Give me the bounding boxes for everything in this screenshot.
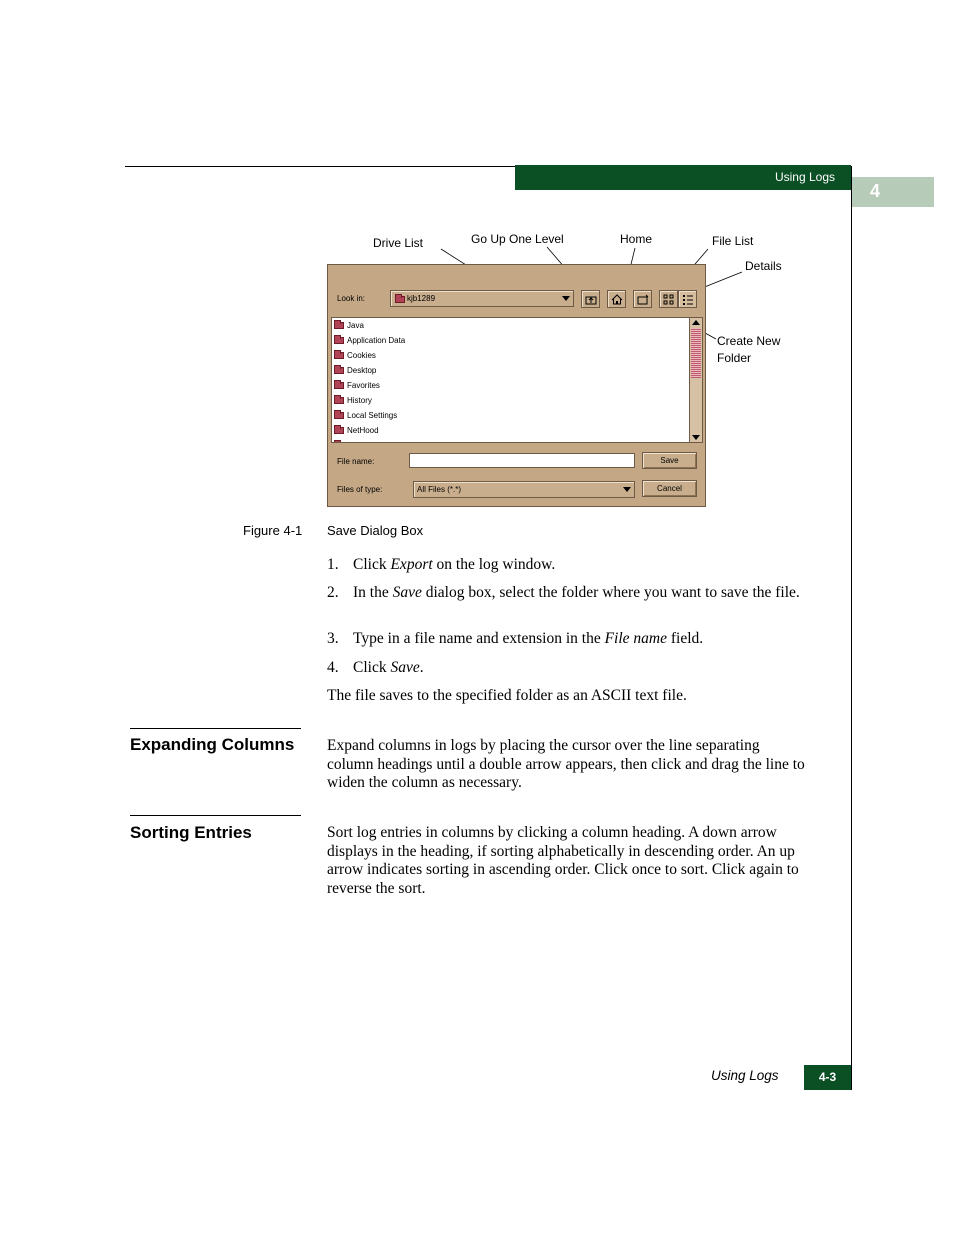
folder-icon bbox=[395, 296, 405, 303]
section-title-expanding-columns: Expanding Columns bbox=[130, 735, 295, 754]
page-number-badge bbox=[804, 1065, 851, 1090]
result-paragraph: The file saves to the specified folder as an ASCII text file. bbox=[327, 687, 687, 704]
files-of-type-dropdown[interactable] bbox=[413, 481, 635, 498]
margin-rule bbox=[851, 166, 852, 1090]
step-number: 2. bbox=[327, 584, 339, 601]
footer-title: Using Logs bbox=[711, 1068, 779, 1083]
chapter-tab bbox=[852, 177, 934, 207]
file-name: Local Settings bbox=[347, 411, 398, 420]
folder-icon bbox=[334, 412, 344, 419]
figure-caption-title: Save Dialog Box bbox=[327, 523, 424, 538]
scroll-up-icon[interactable] bbox=[692, 320, 700, 325]
step-text: In the Save dialog box, select the folder where you want to save the file. bbox=[353, 584, 800, 601]
header-rule bbox=[125, 166, 516, 167]
scroll-down-icon[interactable] bbox=[692, 435, 700, 440]
callout-create-new-folder-line1: Create New bbox=[717, 334, 781, 348]
figure-caption-label: Figure 4-1 bbox=[243, 523, 303, 538]
list-item-partial bbox=[334, 438, 347, 443]
folder-icon bbox=[334, 322, 344, 329]
look-in-label: Look in: bbox=[337, 294, 366, 303]
file-name: Cookies bbox=[347, 351, 376, 360]
details-view-icon bbox=[682, 294, 694, 305]
chevron-down-icon bbox=[623, 487, 631, 492]
folder-icon bbox=[334, 382, 344, 389]
list-item[interactable] bbox=[334, 348, 376, 363]
chevron-down-icon bbox=[562, 296, 570, 301]
folder-icon bbox=[334, 442, 344, 443]
file-name-label: File name: bbox=[337, 457, 375, 466]
look-in-dropdown[interactable] bbox=[390, 290, 574, 307]
folder-icon bbox=[334, 367, 344, 374]
look-in-value: kjb1289 bbox=[407, 294, 436, 303]
header-band bbox=[515, 165, 851, 190]
list-item[interactable] bbox=[334, 363, 376, 378]
list-item[interactable] bbox=[334, 378, 380, 393]
list-item[interactable] bbox=[334, 423, 379, 438]
file-name: Desktop bbox=[347, 366, 377, 375]
file-name: History bbox=[347, 396, 372, 405]
step-number: 3. bbox=[327, 630, 339, 647]
page-number: 4-3 bbox=[818, 1070, 837, 1084]
home-icon bbox=[611, 294, 623, 305]
list-item[interactable] bbox=[334, 408, 397, 423]
file-name: Java bbox=[347, 321, 364, 330]
folder-icon bbox=[334, 427, 344, 434]
step-item bbox=[327, 556, 797, 575]
create-new-folder-button[interactable] bbox=[633, 290, 652, 308]
list-view-icon bbox=[663, 294, 675, 305]
list-item[interactable] bbox=[334, 318, 364, 333]
cancel-button[interactable]: Cancel bbox=[642, 480, 697, 497]
callout-go-up-one-level: Go Up One Level bbox=[471, 232, 564, 246]
folder-icon bbox=[334, 337, 344, 344]
chapter-number: 4 bbox=[870, 181, 881, 201]
step-text: Click Export on the log window. bbox=[353, 556, 556, 573]
home-button[interactable] bbox=[607, 290, 626, 308]
file-name: NetHood bbox=[347, 426, 379, 435]
section-rule bbox=[130, 815, 301, 816]
go-up-one-level-button[interactable] bbox=[581, 290, 600, 308]
file-name: Application Data bbox=[347, 336, 406, 345]
step-item bbox=[327, 630, 797, 649]
section-rule bbox=[130, 728, 301, 729]
files-of-type-label: Files of type: bbox=[337, 485, 383, 494]
list-item[interactable] bbox=[334, 333, 405, 348]
file-name-input[interactable] bbox=[409, 453, 635, 468]
step-number: 4. bbox=[327, 659, 339, 676]
file-name: Favorites bbox=[347, 381, 380, 390]
list-item[interactable] bbox=[334, 393, 372, 408]
scrollbar-thumb[interactable] bbox=[691, 328, 701, 378]
step-text: Click Save. bbox=[353, 659, 424, 676]
save-button[interactable]: Save bbox=[642, 452, 697, 469]
list-view-button[interactable] bbox=[659, 290, 678, 308]
folder-icon bbox=[334, 352, 344, 359]
new-folder-icon bbox=[637, 294, 649, 305]
details-view-button[interactable] bbox=[678, 290, 697, 308]
folder-icon bbox=[334, 397, 344, 404]
files-of-type-value: All Files (*.*) bbox=[417, 485, 462, 494]
section-body-expanding-columns: Expand columns in logs by placing the cursor over the line separating column headings until a double arrow appears, then click and drag the line to widen the column as necessary. bbox=[327, 737, 805, 792]
callout-create-new-folder-line2: Folder bbox=[717, 351, 752, 365]
step-text: Type in a file name and extension in the File name field. bbox=[353, 630, 704, 647]
step-item bbox=[327, 659, 797, 678]
callout-file-list: File List bbox=[712, 234, 754, 248]
save-dialog bbox=[327, 264, 706, 507]
callout-details: Details bbox=[745, 259, 782, 273]
vertical-scrollbar[interactable] bbox=[689, 318, 702, 442]
callout-drive-list: Drive List bbox=[373, 236, 424, 250]
section-body-sorting-entries: Sort log entries in columns by clicking a column heading. A down arrow displays in the heading, if sorting alphabetically in descending order. An up arrow indicates sorting in ascending order. Click once to sort. Click again to reverse the sort. bbox=[327, 824, 799, 898]
callout-home: Home bbox=[620, 232, 653, 246]
step-item bbox=[327, 584, 800, 622]
section-title-sorting-entries: Sorting Entries bbox=[130, 823, 252, 842]
step-number: 1. bbox=[327, 556, 339, 573]
running-header-title: Using Logs bbox=[774, 170, 835, 184]
file-list[interactable] bbox=[331, 317, 703, 443]
folder-up-icon bbox=[585, 294, 597, 305]
